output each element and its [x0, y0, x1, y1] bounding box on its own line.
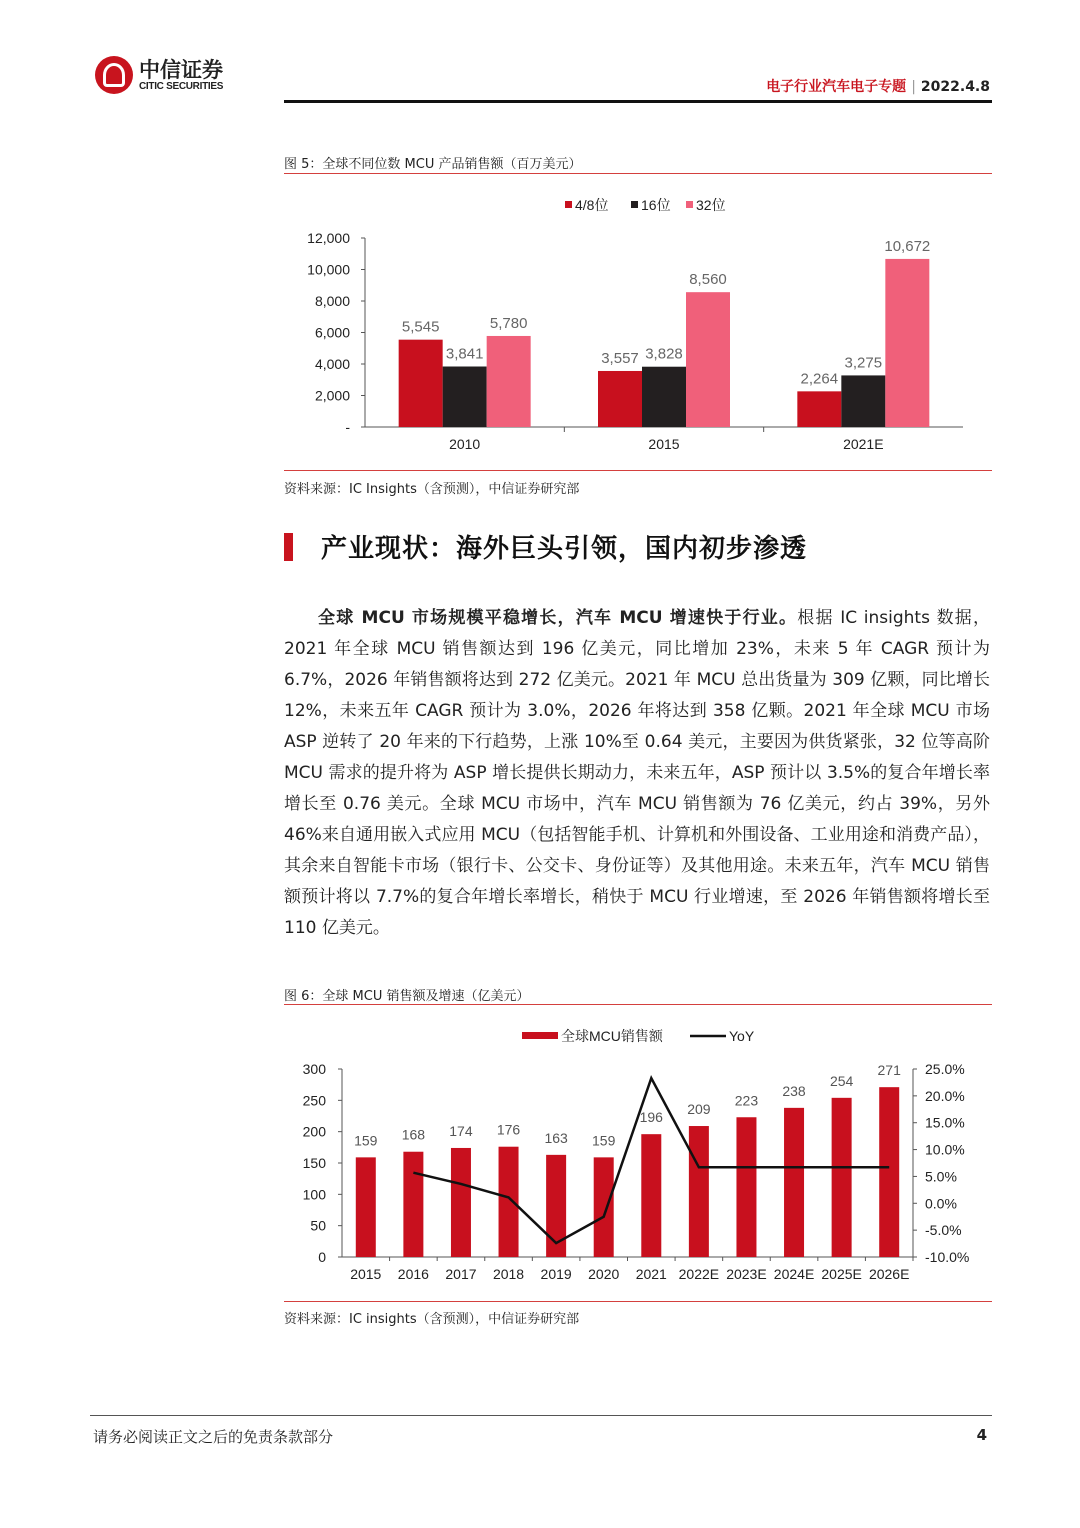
footer-disclaimer: 请务必阅读正文之后的免责条款部分: [93, 1428, 334, 1446]
legend-label: 4/8位: [575, 197, 609, 213]
bar-sales: [641, 1134, 661, 1257]
data-label: 238: [782, 1082, 806, 1099]
x-tick-label: 2023E: [726, 1266, 767, 1282]
y-tick-label: -: [345, 419, 350, 435]
logo-en: CITIC SECURITIES: [139, 80, 224, 92]
legend-swatch-sales: [522, 1032, 558, 1039]
data-label: 196: [639, 1109, 663, 1126]
legend-label-yoy: YoY: [729, 1028, 755, 1044]
y-tick-label: 200: [302, 1123, 326, 1140]
y-tick-label: 250: [302, 1092, 326, 1109]
header-info: 电子行业汽车电子专题 | 2022.4.8: [766, 79, 990, 95]
data-label: 10,672: [884, 237, 931, 255]
section-title: 产业现状：海外巨头引领，国内初步渗透: [321, 534, 808, 564]
data-label: 3,557: [601, 349, 639, 367]
data-label: 5,545: [401, 318, 440, 336]
x-tick-label: 2016: [397, 1266, 429, 1282]
figure5-caption: 图 5：全球不同位数 MCU 产品销售额（百万美元）: [284, 157, 582, 172]
x-tick-label: 2025E: [821, 1266, 862, 1282]
data-label: 174: [449, 1122, 473, 1139]
y2-tick-label: 5.0%: [925, 1168, 957, 1185]
data-label: 3,841: [445, 345, 484, 363]
y-tick-label: 8,000: [314, 293, 350, 309]
data-label: 163: [544, 1129, 568, 1146]
y2-tick-label: 0.0%: [925, 1195, 957, 1212]
y2-tick-label: -5.0%: [925, 1222, 962, 1239]
bar-sales: [451, 1148, 471, 1257]
y2-tick-label: -10.0%: [925, 1249, 970, 1265]
bar-sales: [879, 1087, 899, 1257]
page-number: 4: [976, 1426, 987, 1444]
x-tick-label: 2015: [648, 436, 680, 452]
data-label: 3,275: [844, 354, 883, 372]
bar-sales: [689, 1126, 709, 1257]
x-tick-label: 2022E: [678, 1266, 720, 1282]
legend-label: 32位: [696, 197, 726, 213]
legend-label-sales: 全球MCU销售额: [561, 1028, 663, 1044]
paragraph-lead: 全球 MCU 市场规模平稳增长，汽车 MCU 增速快于行业。: [318, 608, 798, 628]
figure6-bottom-rule: [284, 1301, 992, 1302]
y-tick-label: 6,000: [314, 324, 350, 341]
y-tick-label: 150: [302, 1155, 326, 1171]
figure6-source: 资料来源：IC insights（含预测），中信证券研究部: [284, 1312, 580, 1327]
figure6-caption: 图 6：全球 MCU 销售额及增速（亿美元）: [284, 989, 530, 1004]
x-tick-label: 2017: [445, 1266, 477, 1282]
report-date: 2022.4.8: [920, 79, 990, 95]
y-tick-label: 10,000: [307, 261, 350, 278]
bar-sales: [499, 1147, 519, 1257]
data-label: 3,828: [645, 345, 683, 363]
bar-sales: [832, 1098, 852, 1257]
x-tick-label: 2024E: [773, 1266, 815, 1282]
y-tick-label: 0: [318, 1249, 326, 1265]
y-tick-label: 12,000: [307, 230, 350, 246]
x-tick-label: 2019: [540, 1266, 572, 1282]
data-label: 159: [592, 1132, 616, 1149]
y2-tick-label: 15.0%: [925, 1114, 965, 1131]
legend-label: 16位: [641, 197, 671, 213]
y-tick-label: 50: [310, 1217, 326, 1234]
footer-divider: [90, 1415, 992, 1416]
bar-sales: [784, 1108, 804, 1257]
x-tick-label: 2021E: [843, 436, 884, 452]
x-tick-label: 2020: [588, 1266, 620, 1282]
data-label: 254: [829, 1072, 854, 1089]
data-label: 5,780: [489, 314, 528, 332]
x-tick-label: 2021: [635, 1266, 667, 1282]
bar-sales: [594, 1157, 614, 1257]
x-tick-label: 2026E: [868, 1266, 910, 1282]
y2-tick-label: 10.0%: [925, 1141, 965, 1158]
logo-cn: 中信证券: [139, 56, 223, 82]
report-title: 电子行业汽车电子专题: [766, 79, 907, 95]
y2-tick-label: 25.0%: [925, 1061, 965, 1077]
data-label: 209: [687, 1101, 711, 1118]
x-tick-label: 2015: [350, 1266, 382, 1282]
y-tick-label: 2,000: [314, 387, 350, 404]
data-label: 8,560: [689, 271, 727, 289]
data-label: 176: [496, 1121, 521, 1138]
y2-tick-label: 20.0%: [925, 1087, 965, 1104]
data-label: 159: [354, 1132, 378, 1149]
y-tick-label: 4,000: [314, 356, 350, 372]
bar-sales: [356, 1157, 376, 1257]
data-label: 223: [734, 1092, 759, 1109]
figure5-source: 资料来源：IC Insights（含预测），中信证券研究部: [284, 482, 580, 497]
y-tick-label: 100: [302, 1186, 326, 1203]
bar-sales: [403, 1152, 423, 1257]
x-tick-label: 2018: [492, 1266, 525, 1282]
x-tick-label: 2010: [449, 436, 481, 452]
data-label: 2,264: [800, 370, 839, 388]
y-tick-label: 300: [302, 1061, 326, 1077]
paragraph-body: 根据 IC insights 数据，2021 年全球 MCU 销售额达到 196 亿美元，同比增加 23%，未来 5 年 CAGR 预计为 6.7%，2026 年销售额将达到 272 亿美元。2021 年 MCU 总出货量为 309 亿颗，同比增长 12%，未来五年 CAGR 预计为 3.0%，2026 年将达到 358 亿颗。2021 年全球 MCU 市场 ASP 逆转了 20 年来的下行趋势，上涨 10%至 0.64 美元，主要因为供货紧张，32 位等高阶 MCU 需求的提升将为 ASP 增长提供长期动力，未来五年，ASP 预计以 3.5%的复合年增长率增长至 0.76 美元。全球 MCU 市场中，汽车 MCU 销售额为 76 亿美元，约占 39%，另外 46%来自通用嵌入式应用 MCU（包括智能手机、计算机和外围设备、工业用途和消费产品），其余来自智能卡市场（银行卡、公交卡、身份证等）及其他用途。未来五年，汽车 MCU 销售额预计将以 7.7%的复合年增长率增长，稍快于 MCU 行业增速，至 2026 年销售额将增长至 110 亿美元。: [284, 608, 990, 938]
data-label: 271: [877, 1062, 901, 1079]
data-label: 168: [401, 1126, 426, 1143]
bar-sales: [736, 1117, 756, 1257]
